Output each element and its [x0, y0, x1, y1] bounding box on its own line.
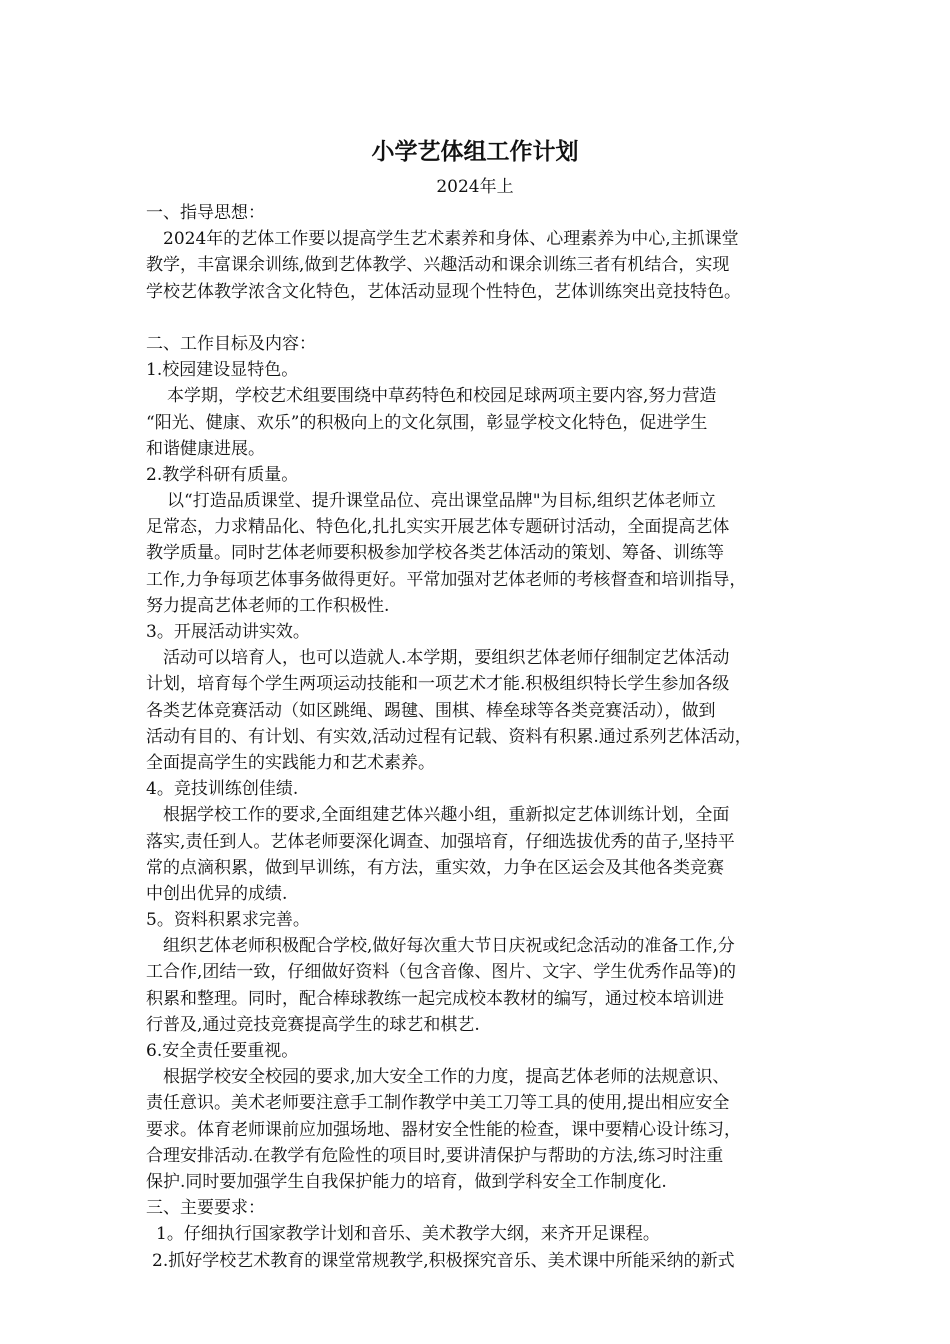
text-line: 2024年的艺体工作要以提高学生艺术素养和身体、心理素养为中心,主抓课堂	[163, 229, 739, 250]
text-line: 2.教学科研有质量。	[146, 464, 299, 485]
text-line: 本学期，学校艺术组要围绕中草药特色和校园足球两项主要内容,努力营造	[167, 386, 717, 407]
text-line: 全面提高学生的实践能力和艺术素养。	[146, 752, 435, 773]
text-line: 1.校园建设显特色。	[146, 360, 299, 381]
text-line: 4。竞技训练创佳绩.	[146, 779, 299, 800]
text-line: 1。仔细执行国家教学计划和音乐、美术教学大纲，来齐开足课程。	[156, 1224, 660, 1245]
text-line: 足常态，力求精品化、特色化,扎扎实实开展艺体专题研讨活动，全面提高艺体	[146, 517, 730, 538]
text-line: 工合作,团结一致，仔细做好资料（包含音像、图片、文字、学生优秀作品等)的	[146, 962, 737, 983]
text-line: 5。资料积累求完善。	[146, 910, 310, 931]
text-line: 根据学校工作的要求,全面组建艺体兴趣小组，重新拟定艺体训练计划，全面	[163, 805, 730, 826]
text-line: 中创出优异的成绩.	[146, 883, 288, 904]
text-line: 工作,力争每项艺体事务做得更好。平常加强对艺体老师的考核督查和培训指导，	[146, 569, 747, 590]
text-line: 活动有目的、有计划、有实效,活动过程有记载、资料有积累.通过系列艺体活动，	[146, 726, 752, 747]
text-line: 三、主要要求：	[146, 1198, 265, 1219]
blank-line	[146, 305, 826, 331]
document-title: 小学艺体组工作计划	[371, 138, 579, 165]
text-line: 责任意识。美术老师要注意手工制作教学中美工刀等工具的使用,提出相应安全	[146, 1093, 730, 1114]
text-line: 落实,责任到人。艺体老师要深化调查、加强培育，仔细选拔优秀的苗子,坚持平	[146, 831, 735, 852]
text-line: 组织艺体老师积极配合学校,做好每次重大节日庆祝或纪念活动的准备工作,分	[163, 936, 735, 957]
text-line: 行普及,通过竞技竞赛提高学生的球艺和棋艺.	[146, 1014, 480, 1035]
text-line: 计划，培育每个学生两项运动技能和一项艺术才能.积极组织特长学生参加各级	[146, 674, 730, 695]
text-line: 活动可以培育人，也可以造就人.本学期，要组织艺体老师仔细制定艺体活动	[163, 648, 730, 669]
document-subtitle: 2024年上	[436, 177, 514, 197]
text-line: 二、工作目标及内容：	[146, 333, 316, 354]
text-line: 以“打造品质课堂、提升课堂品位、亮出课堂品牌"为目标,组织艺体老师立	[167, 491, 716, 512]
text-line: 各类艺体竞赛活动（如区跳绳、踢毽、围棋、棒垒球等各类竞赛活动），做到	[146, 700, 716, 721]
text-line: 一、指导思想：	[146, 203, 265, 223]
text-line: 保护.同时要加强学生自我保护能力的培育，做到学科安全工作制度化.	[146, 1171, 667, 1192]
text-line: 常的点滴积累，做到早训练，有方法，重实效，力争在区运会及其他各类竞赛	[146, 857, 724, 878]
text-line: 合理安排活动.在教学有危险性的项目时,要讲清保护与帮助的方法,练习时注重	[146, 1145, 724, 1166]
document-body	[146, 200, 826, 1274]
text-line: 根据学校安全校园的要求,加大安全工作的力度，提高艺体老师的法规意识、	[163, 1067, 730, 1088]
text-line: 教学，丰富课余训练,做到艺体教学、兴趣活动和课余训练三者有机结合，实现	[146, 255, 730, 276]
text-line: 积累和整理。同时，配合棒球教练一起完成校本教材的编写，通过校本培训进	[146, 988, 724, 1009]
text-line: 2.抓好学校艺术教育的课堂常规教学,积极探究音乐、美术课中所能采纳的新式	[152, 1250, 735, 1271]
text-line: “阳光、健康、欢乐”的积极向上的文化氛围，彰显学校文化特色，促进学生	[146, 412, 708, 433]
text-line: 6.安全责任要重视。	[146, 1041, 299, 1061]
text-line: 和谐健康进展。	[146, 438, 265, 459]
text-line: 努力提高艺体老师的工作积极性.	[146, 595, 390, 616]
text-line: 学校艺体教学浓含文化特色，艺体活动显现个性特色，艺体训练突出竞技特色。	[146, 281, 741, 302]
text-line: 3。开展活动讲实效。	[146, 622, 310, 642]
text-line: 要求。体育老师课前应加强场地、器材安全性能的检查，课中要精心设计练习，	[146, 1119, 741, 1140]
text-line: 教学质量。同时艺体老师要积极参加学校各类艺体活动的策划、筹备、训练等	[146, 543, 724, 564]
